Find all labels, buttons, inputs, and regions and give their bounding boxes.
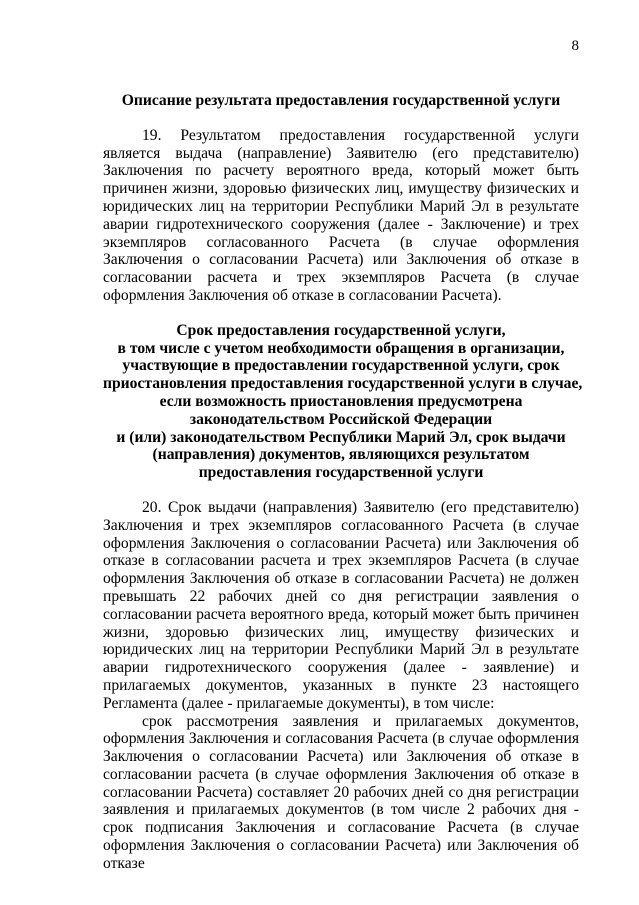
heading-line: если возможность приостановления предусмотрена <box>159 392 523 410</box>
heading-line: законодательством Российской Федерации <box>189 410 493 428</box>
paragraph-19: 19. Результатом предоставления государственной услуги является выдача (направление) Заявителю (его представителю) Заключения по расчету вероятного вреда, который может быть причинен жизни, здоровью физических лиц, имуществу физических и юридических лиц на территории Республики Марий Эл в результате аварии гидротехнического сооружения (далее - Заключение) и трех экземпляров согласованного Расчета (в случае оформления Заключения о согласовании Расчета) или Заключения об отказе в согласовании расчета и трех экземпляров Расчета (в случае оформления Заключения об отказе в согласовании Расчета). <box>103 126 579 304</box>
paragraph-20-continuation: срок рассмотрения заявления и прилагаемых документов, оформления Заключения и согласования Расчета (в случае оформления Заключения о согласовании Расчета) или Заключения об отказе в согласовании расчета (в случае оформления Заключения об отказе в согласовании Расчета) составляет 20 рабочих дней со дня регистрации заявления и прилагаемых документов (в том числе 2 рабочих дня - срок подписания Заключения и согласование Расчета (в случае оформления Заключения о согласовании Расчета) или Заключения об отказе <box>103 712 579 872</box>
page-number: 8 <box>571 38 579 54</box>
heading-line: в том числе с учетом необходимости обращения в организации, <box>117 339 565 357</box>
section-heading-deadline <box>103 321 583 482</box>
heading-line: предоставления государственной услуги <box>198 464 484 482</box>
heading-line: участвующие в предоставлении государственной услуги, срок <box>122 357 560 375</box>
heading-line: приостановления предоставления государственной услуги в случае, <box>103 375 583 393</box>
document-body <box>103 92 583 873</box>
section-heading-result: Описание результата предоставления государственной услуги <box>121 92 561 109</box>
paragraph-20: 20. Срок выдачи (направления) Заявителю (его представителю) Заключения и трех экземпляров согласованного Расчета (в случае оформления Заключения о согласовании Расчета) или Заключения об отказе в согласовании расчета и трех экземпляров Расчета (в случае оформления Заключения об отказе в согласовании Расчета) не должен превышать 22 рабочих дней со дня регистрации заявления о согласовании расчета вероятного вреда, который может быть причинен жизни, здоровью физических лиц, имуществу физических и юридических лиц на территории Республики Марий Эл в результате аварии гидротехнического сооружения (далее - заявление) и прилагаемых документов, указанных в пункте 23 настоящего Регламента (далее - прилагаемые документы), в том числе: <box>103 498 579 712</box>
heading-line: Срок предоставления государственной услуги, <box>176 321 506 339</box>
heading-line: и (или) законодательством Республики Марий Эл, срок выдачи <box>116 428 566 446</box>
heading-line: (направления) документов, являющихся результатом <box>152 446 530 464</box>
